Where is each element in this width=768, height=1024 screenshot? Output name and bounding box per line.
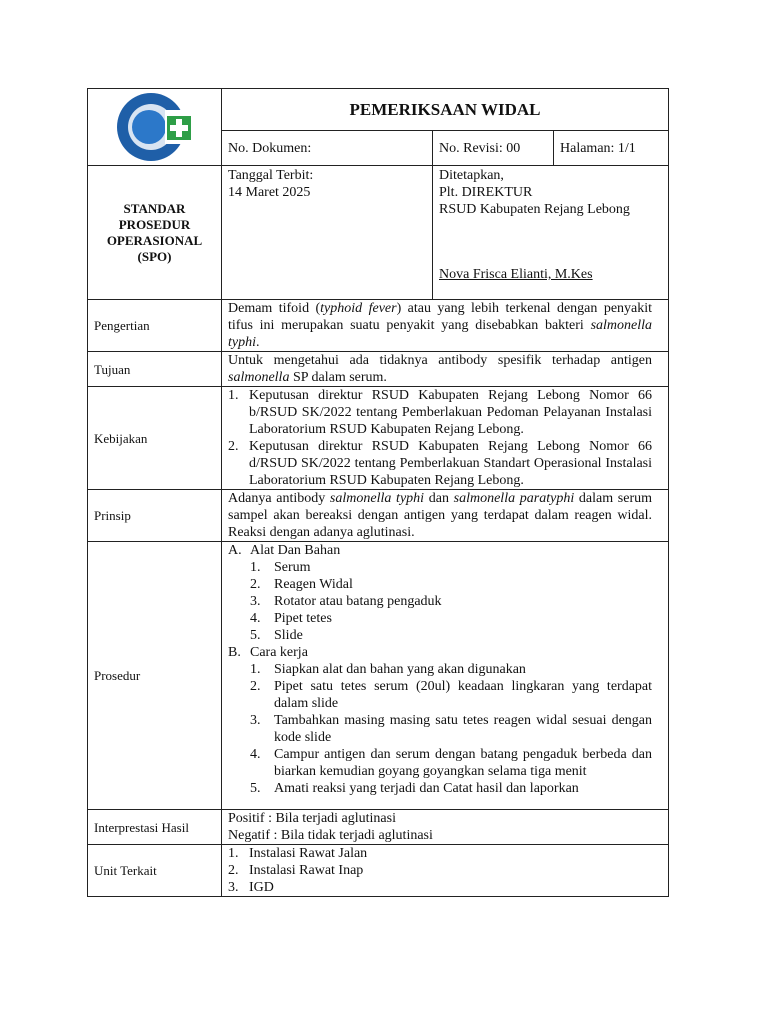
section-b-title: Cara kerja (250, 645, 308, 660)
text-run: ) atau yang lebih terkenal dengan penyakit tifus ini merupakan suatu penyakit yang disebabkan bakteri (228, 301, 653, 333)
list-item-text: Instalasi Rawat Inap (249, 863, 364, 878)
list-item: 2. Keputusan direktur RSUD Kabupaten Rejang Lebong Nomor 66 d/RSUD SK/2022 tentang Pemberlakuan Standart Operasional Instalasi Laboratorium RSUD Kabupaten Rejang Lebong. (228, 439, 653, 488)
list-item: 1. Serum (250, 560, 311, 575)
document-title: PEMERIKSAAN WIDAL (222, 89, 669, 131)
interpretasi-negatif: Negatif : Bila tidak terjadi aglutinasi (228, 828, 433, 843)
section-a: A. Alat Dan Bahan (228, 543, 341, 558)
interpretasi-label: Interprestasi Hasil (88, 810, 222, 845)
spo-table (87, 88, 669, 897)
text-run-italic: typhoid fever (320, 301, 397, 316)
jabatan: Plt. DIREKTUR (439, 185, 533, 200)
logo-cell (88, 89, 222, 166)
list-item: 2. Instalasi Rawat Inap (228, 863, 364, 878)
list-item: 4. Pipet tetes (250, 611, 332, 626)
list-item: 5. Amati reaksi yang terjadi dan Catat hasil dan laporkan (250, 781, 579, 796)
prinsip-text (222, 490, 669, 542)
tanggal-value: 14 Maret 2025 (228, 185, 311, 200)
list-item-text: IGD (249, 880, 274, 895)
text-run: Demam tifoid ( (228, 301, 321, 316)
list-item-text: Reagen Widal (274, 577, 353, 592)
halaman: Halaman: 1/1 (554, 131, 669, 166)
list-item: 1. Keputusan direktur RSUD Kabupaten Rejang Lebong Nomor 66 b/RSUD SK/2022 tentang Pemberlakuan Pedoman Pelayanan Instalasi Laboratorium RSUD Kabupaten Rejang Lebong. (228, 388, 653, 437)
kebijakan-label: Kebijakan (88, 387, 222, 490)
prosedur-label: Prosedur (88, 542, 222, 810)
kebijakan-list-cell (222, 387, 669, 490)
spo-document (87, 88, 668, 897)
list-item-text: Keputusan direktur RSUD Kabupaten Rejang Lebong Nomor 66 b/RSUD SK/2022 tentang Pemberlakuan Pedoman Pelayanan Instalasi Laboratorium RSUD Kabupaten Rejang Lebong. (249, 388, 653, 437)
prosedur-cell (222, 542, 669, 810)
list-item-text: Siapkan alat dan bahan yang akan digunakan (274, 662, 526, 677)
list-item-text: Campur antigen dan serum dengan batang pengaduk berbeda dan biarkan kemudian goyang goyangkan selama tiga menit (274, 747, 653, 779)
list-item-text: Pipet tetes (274, 611, 332, 626)
list-item-text: Instalasi Rawat Jalan (249, 846, 368, 861)
list-item: 3. Tambahkan masing masing satu tetes reagen widal sesuai dengan kode slide (250, 713, 653, 745)
list-item-text: Amati reaksi yang terjadi dan Catat hasil dan laporkan (274, 781, 579, 796)
list-item: 2. Pipet satu tetes serum (20ul) keadaan lingkaran yang terdapat dalam slide (250, 679, 653, 711)
list-item-text: Rotator atau batang pengaduk (274, 594, 442, 609)
ditetapkan-cell (433, 166, 669, 300)
list-item-text: Keputusan direktur RSUD Kabupaten Rejang Lebong Nomor 66 d/RSUD SK/2022 tentang Pemberlakuan Standart Operasional Instalasi Laboratorium RSUD Kabupaten Rejang Lebong. (249, 439, 653, 488)
pengertian-text (222, 300, 669, 352)
no-revisi: No. Revisi: 00 (433, 131, 554, 166)
list-item-text: Slide (274, 628, 303, 643)
tujuan-label: Tujuan (88, 352, 222, 387)
list-item: 3. IGD (228, 880, 274, 895)
alat-bahan-list (228, 559, 652, 644)
section-a-title: Alat Dan Bahan (250, 543, 341, 558)
list-item-text: Serum (274, 560, 311, 575)
hospital-logo (115, 90, 195, 164)
no-dokumen: No. Dokumen: (222, 131, 433, 166)
text-run: Adanya antibody (228, 491, 330, 506)
ditetapkan: Ditetapkan, (439, 168, 504, 183)
cara-kerja-list (228, 661, 652, 797)
spo-line: (SPO) (137, 248, 172, 264)
prinsip-label: Prinsip (88, 490, 222, 542)
spo-line: PROSEDUR (118, 216, 191, 232)
tujuan-text (222, 352, 669, 387)
text-run: SP dalam serum. (289, 370, 387, 385)
instansi: RSUD Kabupaten Rejang Lebong (439, 202, 630, 217)
list-item: 4. Campur antigen dan serum dengan batang pengaduk berbeda dan biarkan kemudian goyang goyangkan selama tiga menit (250, 747, 653, 779)
text-run-italic: salmonella (228, 370, 290, 385)
text-run-italic: salmonella paratyphi (453, 491, 575, 506)
kebijakan-list (228, 387, 652, 489)
unit-terkait-list (228, 845, 652, 896)
list-item: 3. Rotator atau batang pengaduk (250, 594, 442, 609)
pengertian-label: Pengertian (88, 300, 222, 352)
tanggal-label: Tanggal Terbit: (228, 168, 314, 183)
text-run: Untuk mengetahui ada tidaknya antibody spesifik terhadap antigen (228, 353, 653, 368)
spo-label (88, 166, 222, 300)
text-run: . (256, 335, 260, 350)
tanggal-terbit-cell (222, 166, 433, 300)
list-item: 1. Siapkan alat dan bahan yang akan digunakan (250, 662, 526, 677)
text-run: dalam serum sampel akan bereaksi dengan antigen yang terdapat dalam reagen widal. Reaksi dengan adanya aglutinasi. (228, 491, 653, 540)
list-item: 1. Instalasi Rawat Jalan (228, 846, 368, 861)
unit-terkait-label: Unit Terkait (88, 845, 222, 897)
list-item-text: Pipet satu tetes serum (20ul) keadaan lingkaran yang terdapat dalam slide (274, 679, 653, 711)
spo-line: STANDAR (123, 200, 186, 216)
text-run: dan (424, 491, 454, 506)
list-item: 2. Reagen Widal (250, 577, 353, 592)
text-run-italic: salmonella typhi (329, 491, 425, 506)
interpretasi-positif: Positif : Bila terjadi aglutinasi (228, 811, 396, 826)
list-item-text: Tambahkan masing masing satu tetes reagen widal sesuai dengan kode slide (274, 713, 653, 745)
interpretasi-cell (222, 810, 669, 845)
unit-terkait-cell (222, 845, 669, 897)
spo-line: OPERASIONAL (106, 232, 203, 248)
penandatangan: Nova Frisca Elianti, M.Kes (439, 267, 593, 282)
list-item: 5. Slide (250, 628, 303, 643)
section-b: B. Cara kerja (228, 645, 308, 660)
text-run-italic: salmonella typhi (228, 318, 653, 350)
